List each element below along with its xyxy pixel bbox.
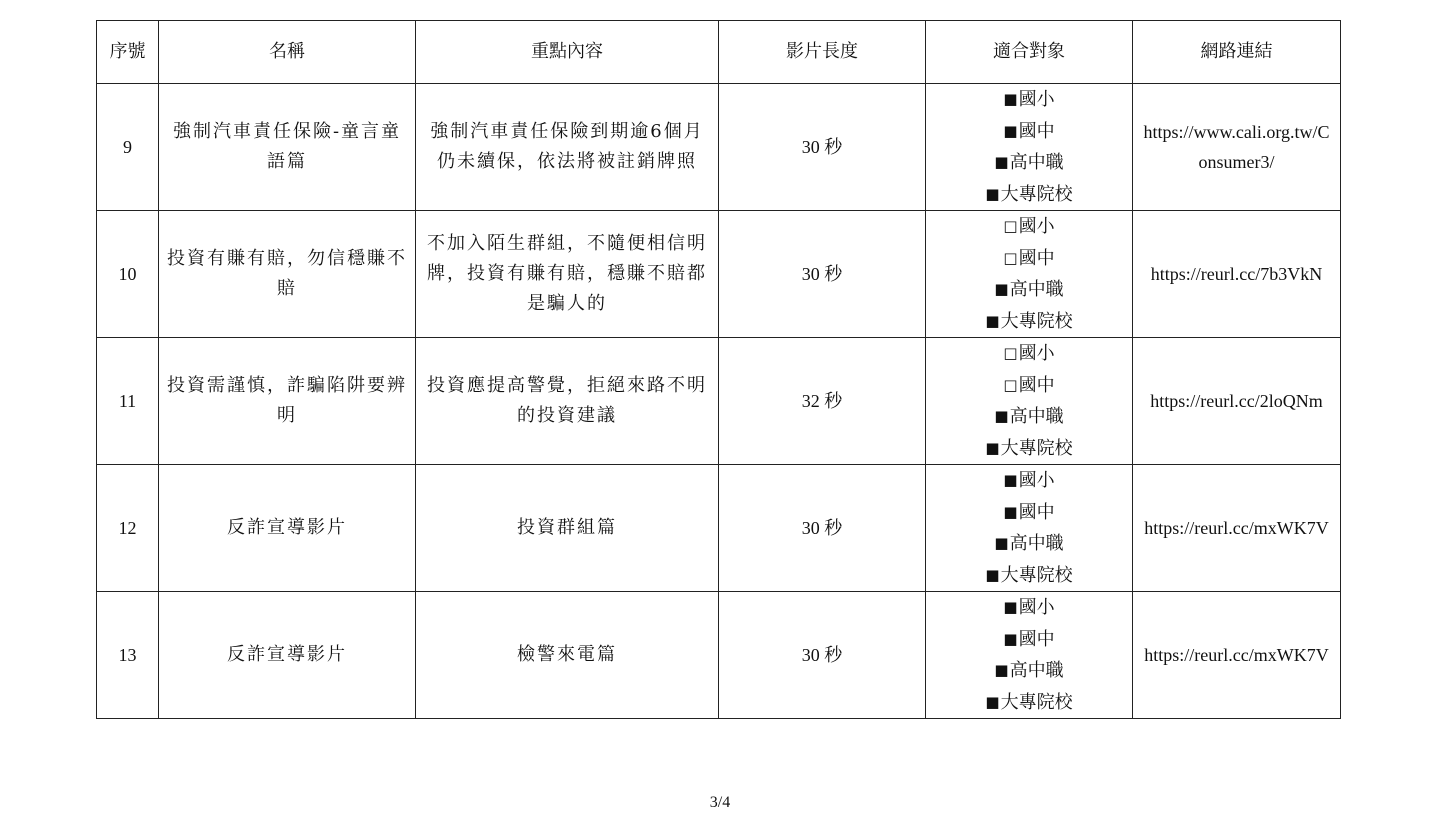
target-audience-cell xyxy=(926,592,1133,719)
checked-box-icon: ■ xyxy=(985,311,1000,330)
header-video-length: 影片長度 xyxy=(719,21,926,84)
table-body xyxy=(97,84,1341,719)
audience-label: 國中 xyxy=(1018,501,1055,523)
table-header-row xyxy=(97,21,1341,84)
audience-checklist xyxy=(985,338,1072,464)
key-content-cell: 檢警來電篇 xyxy=(416,592,719,719)
video-resource-table xyxy=(96,20,1341,719)
header-serial-number: 序號 xyxy=(97,21,159,84)
audience-item xyxy=(985,655,1072,687)
key-content-cell: 投資群組篇 xyxy=(416,465,719,592)
name-cell: 投資有賺有賠，勿信穩賺不賠 xyxy=(159,211,416,338)
audience-item xyxy=(985,687,1072,719)
name-cell: 反詐宣導影片 xyxy=(159,465,416,592)
serial-number-cell: 10 xyxy=(97,211,159,338)
checked-box-icon: ■ xyxy=(994,153,1009,171)
checked-box-icon: ■ xyxy=(1003,121,1018,140)
audience-item xyxy=(985,84,1072,116)
web-link-text[interactable]: https://reurl.cc/2loQNm xyxy=(1150,391,1323,411)
audience-label: 大專院校 xyxy=(1000,310,1073,332)
header-key-content: 重點內容 xyxy=(416,21,719,84)
web-link-cell xyxy=(1133,465,1341,592)
unchecked-box-icon: □ xyxy=(1003,248,1018,267)
audience-item xyxy=(985,401,1072,433)
checked-box-icon: ■ xyxy=(994,534,1009,552)
page-number: 3/4 xyxy=(709,794,731,811)
checked-box-icon: ■ xyxy=(994,407,1009,425)
audience-label: 高中職 xyxy=(1009,279,1064,300)
audience-item xyxy=(985,179,1072,211)
web-link-text[interactable]: https://reurl.cc/mxWK7V xyxy=(1144,645,1329,665)
table-row xyxy=(97,592,1341,719)
key-content-cell: 不加入陌生群組，不隨便相信明牌，投資有賺有賠，穩賺不賠都是騙人的 xyxy=(416,211,719,338)
unchecked-box-icon: □ xyxy=(1003,344,1018,362)
checked-box-icon: ■ xyxy=(985,438,1000,457)
audience-label: 高中職 xyxy=(1009,406,1064,427)
audience-label: 國小 xyxy=(1018,470,1055,491)
web-link-cell xyxy=(1133,84,1341,211)
audience-checklist xyxy=(985,84,1072,210)
serial-number-cell: 11 xyxy=(97,338,159,465)
key-content-cell: 投資應提高警覺，拒絕來路不明的投資建議 xyxy=(416,338,719,465)
audience-item xyxy=(985,370,1072,402)
audience-label: 大專院校 xyxy=(1000,183,1073,205)
audience-label: 國小 xyxy=(1018,343,1055,364)
audience-label: 高中職 xyxy=(1009,660,1064,681)
audience-item xyxy=(985,306,1072,338)
audience-item xyxy=(985,243,1072,275)
web-link-cell xyxy=(1133,592,1341,719)
video-length-cell: 30 秒 xyxy=(719,592,926,719)
target-audience-cell xyxy=(926,465,1133,592)
audience-item xyxy=(985,338,1072,370)
checked-box-icon: ■ xyxy=(985,692,1000,711)
audience-label: 大專院校 xyxy=(1000,437,1073,459)
audience-label: 國中 xyxy=(1018,120,1055,142)
unchecked-box-icon: □ xyxy=(1003,217,1018,235)
checked-box-icon: ■ xyxy=(1003,471,1018,489)
table-row xyxy=(97,338,1341,465)
audience-label: 國中 xyxy=(1018,247,1055,269)
web-link-text[interactable]: https://reurl.cc/7b3VkN xyxy=(1150,264,1323,284)
audience-item xyxy=(985,211,1072,243)
serial-number-cell: 13 xyxy=(97,592,159,719)
serial-number-cell: 9 xyxy=(97,84,159,211)
checked-box-icon: ■ xyxy=(994,280,1009,298)
table-row xyxy=(97,84,1341,211)
key-content-cell: 強制汽車責任保險到期逾6個月仍未續保，依法將被註銷牌照 xyxy=(416,84,719,211)
audience-label: 國小 xyxy=(1018,597,1055,618)
checked-box-icon: ■ xyxy=(985,565,1000,584)
audience-label: 大專院校 xyxy=(1000,691,1073,713)
audience-item xyxy=(985,274,1072,306)
audience-item xyxy=(985,497,1072,529)
audience-item xyxy=(985,433,1072,465)
checked-box-icon: ■ xyxy=(985,184,1000,203)
target-audience-cell xyxy=(926,84,1133,211)
header-name: 名稱 xyxy=(159,21,416,84)
web-link-text[interactable]: https://reurl.cc/mxWK7V xyxy=(1144,518,1329,538)
checked-box-icon: ■ xyxy=(994,661,1009,679)
name-cell: 強制汽車責任保險-童言童語篇 xyxy=(159,84,416,211)
web-link-text[interactable]: https://www.cali.org.tw/Consumer3/ xyxy=(1143,122,1330,172)
target-audience-cell xyxy=(926,211,1133,338)
audience-checklist xyxy=(985,211,1072,337)
audience-item xyxy=(985,528,1072,560)
audience-label: 大專院校 xyxy=(1000,564,1073,586)
serial-number-cell: 12 xyxy=(97,465,159,592)
checked-box-icon: ■ xyxy=(1003,502,1018,521)
audience-checklist xyxy=(985,465,1072,591)
checked-box-icon: ■ xyxy=(1003,629,1018,648)
audience-label: 國中 xyxy=(1018,374,1055,396)
video-length-cell: 30 秒 xyxy=(719,465,926,592)
audience-item xyxy=(985,560,1072,592)
audience-checklist xyxy=(985,592,1072,718)
unchecked-box-icon: □ xyxy=(1003,375,1018,394)
video-length-cell: 30 秒 xyxy=(719,211,926,338)
audience-item xyxy=(985,465,1072,497)
table-row xyxy=(97,465,1341,592)
web-link-cell xyxy=(1133,338,1341,465)
name-cell: 投資需謹慎，詐騙陷阱要辨明 xyxy=(159,338,416,465)
audience-label: 國中 xyxy=(1018,628,1055,650)
audience-label: 國小 xyxy=(1018,89,1055,110)
table-row xyxy=(97,211,1341,338)
video-length-cell: 32 秒 xyxy=(719,338,926,465)
audience-item xyxy=(985,592,1072,624)
name-cell: 反詐宣導影片 xyxy=(159,592,416,719)
audience-label: 高中職 xyxy=(1009,152,1064,173)
header-target-audience: 適合對象 xyxy=(926,21,1133,84)
checked-box-icon: ■ xyxy=(1003,598,1018,616)
audience-item xyxy=(985,147,1072,179)
audience-label: 國小 xyxy=(1018,216,1055,237)
header-web-link: 網路連結 xyxy=(1133,21,1341,84)
audience-item xyxy=(985,116,1072,148)
checked-box-icon: ■ xyxy=(1003,90,1018,108)
video-length-cell: 30 秒 xyxy=(719,84,926,211)
target-audience-cell xyxy=(926,338,1133,465)
audience-label: 高中職 xyxy=(1009,533,1064,554)
audience-item xyxy=(985,624,1072,656)
web-link-cell xyxy=(1133,211,1341,338)
